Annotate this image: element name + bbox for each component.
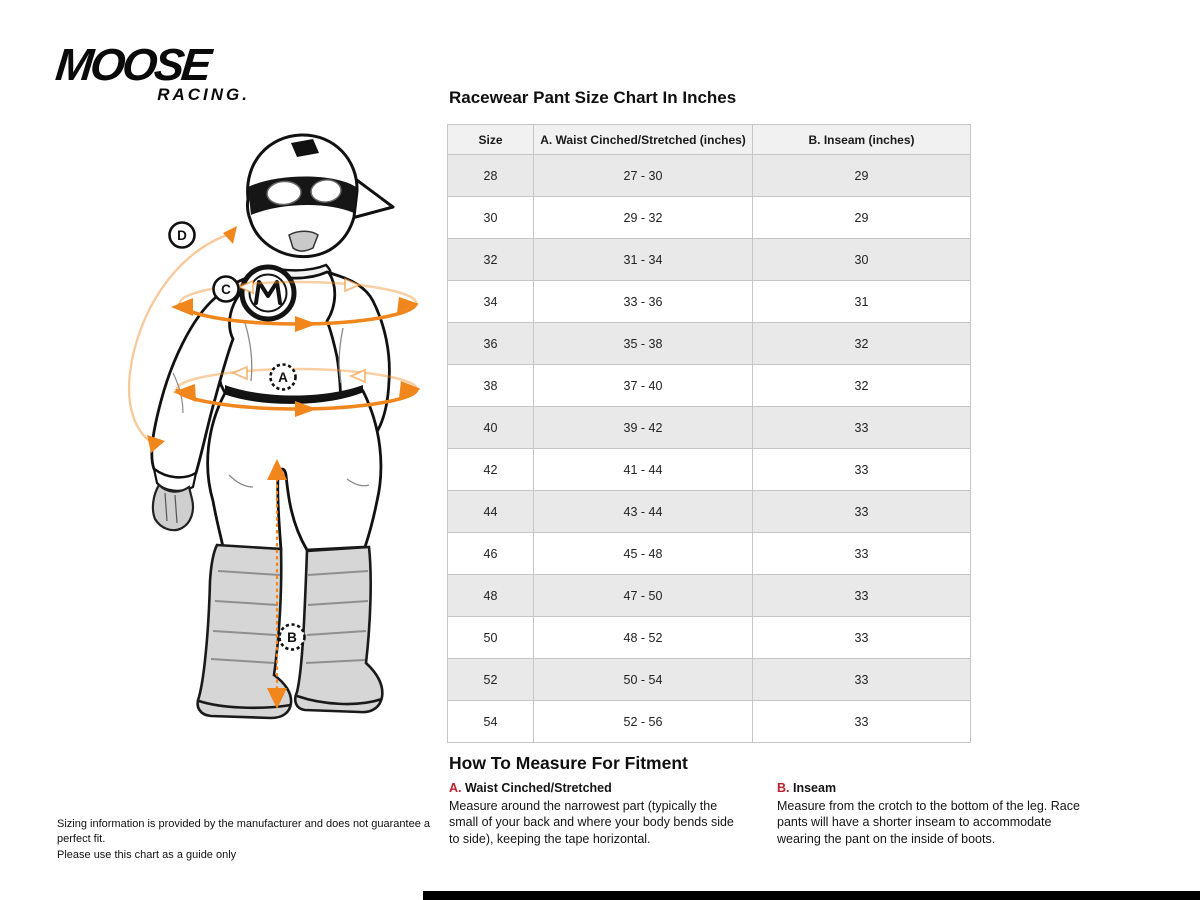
table-cell: 47 - 50: [534, 575, 753, 617]
rider-measurement-diagram: [55, 123, 420, 771]
table-cell: 31 - 34: [534, 239, 753, 281]
table-cell: 45 - 48: [534, 533, 753, 575]
measure-waist-label: [449, 780, 744, 797]
table-cell: 32: [448, 239, 534, 281]
table-row: [448, 533, 971, 575]
table-cell: 33: [753, 617, 971, 659]
table-cell: 48: [448, 575, 534, 617]
table-cell: 46: [448, 533, 534, 575]
table-cell: 48 - 52: [534, 617, 753, 659]
disclaimer-text: [57, 817, 447, 863]
svg-text:D: D: [177, 228, 187, 243]
table-row: [448, 323, 971, 365]
table-cell: 43 - 44: [534, 491, 753, 533]
table-cell: 27 - 30: [534, 155, 753, 197]
table-row: [448, 281, 971, 323]
header-row: [448, 125, 971, 155]
table-cell: 33: [753, 407, 971, 449]
table-cell: 33: [753, 491, 971, 533]
table-row: [448, 365, 971, 407]
table-row: [448, 575, 971, 617]
size-table: [447, 124, 971, 743]
table-cell: 50 - 54: [534, 659, 753, 701]
table-row: [448, 449, 971, 491]
table-cell: 39 - 42: [534, 407, 753, 449]
table-cell: 30: [753, 239, 971, 281]
table-cell: 29 - 32: [534, 197, 753, 239]
table-cell: 33: [753, 533, 971, 575]
col-inseam: B. Inseam (inches): [753, 125, 971, 155]
right-boot: [295, 547, 382, 712]
svg-text:C: C: [221, 282, 231, 297]
disclaimer-line-2: Please use this chart as a guide only: [57, 848, 237, 861]
table-cell: 33: [753, 659, 971, 701]
table-cell: 35 - 38: [534, 323, 753, 365]
sleeve-arrow-top-icon: [223, 226, 237, 244]
logo-subtext: RACING.: [157, 85, 250, 104]
svg-text:B: B: [287, 630, 297, 645]
table-cell: 31: [753, 281, 971, 323]
table-row: [448, 197, 971, 239]
table-cell: 41 - 44: [534, 449, 753, 491]
table-cell: 36: [448, 323, 534, 365]
measure-inseam-block: [777, 780, 1085, 847]
table-cell: 30: [448, 197, 534, 239]
disclaimer-line-1: Sizing information is provided by the manufacturer and does not guarantee a perfect fit.: [57, 818, 431, 846]
badge-c: [214, 277, 239, 302]
table-cell: 33 - 36: [534, 281, 753, 323]
table-cell: 33: [753, 449, 971, 491]
table-cell: 44: [448, 491, 534, 533]
table-cell: 52: [448, 659, 534, 701]
howto-title: How To Measure For Fitment: [449, 753, 688, 773]
table-cell: 32: [753, 323, 971, 365]
table-cell: 52 - 56: [534, 701, 753, 743]
size-table-header: [448, 125, 971, 155]
table-cell: 54: [448, 701, 534, 743]
table-cell: 42: [448, 449, 534, 491]
table-cell: 34: [448, 281, 534, 323]
col-waist: A. Waist Cinched/Stretched (inches): [534, 125, 753, 155]
badge-d: [170, 223, 195, 248]
bottom-bar: [423, 891, 1200, 900]
table-cell: 50: [448, 617, 534, 659]
measure-inseam-name: Inseam: [792, 781, 837, 795]
table-cell: 28: [448, 155, 534, 197]
table-cell: 32: [753, 365, 971, 407]
table-row: [448, 491, 971, 533]
size-table-body: [448, 155, 971, 743]
measure-inseam-label: [777, 780, 1085, 797]
table-row: [448, 155, 971, 197]
badge-a: [271, 365, 296, 390]
table-cell: 40: [448, 407, 534, 449]
measure-waist-name: Waist Cinched/Stretched: [464, 781, 612, 795]
measure-waist-block: [449, 780, 744, 847]
measure-inseam-text: Measure from the crotch to the bottom of the leg. Race pants will have a shorter inseam to accommodate wearing the pant on the inside of boots.: [777, 798, 1080, 846]
table-row: [448, 617, 971, 659]
badge-b: [280, 625, 305, 650]
pants: [208, 391, 381, 550]
table-cell: 38: [448, 365, 534, 407]
table-cell: 33: [753, 575, 971, 617]
logo-wordmark: MOOSE: [53, 39, 212, 90]
table-row: [448, 701, 971, 743]
helmet-chin-vent: [289, 231, 318, 251]
moose-racing-logo: [53, 39, 256, 105]
table-cell: 37 - 40: [534, 365, 753, 407]
table-cell: 29: [753, 197, 971, 239]
table-row: [448, 659, 971, 701]
table-cell: 29: [753, 155, 971, 197]
measure-waist-text: Measure around the narrowest part (typically the small of your back and where your body bends side to side), keeping the tape horizontal.: [449, 798, 734, 846]
col-size: Size: [448, 125, 534, 155]
left-glove: [153, 485, 193, 530]
svg-text:A: A: [278, 370, 288, 385]
measure-inseam-letter: B.: [777, 781, 790, 795]
table-row: [448, 239, 971, 281]
table-cell: 33: [753, 701, 971, 743]
size-chart-title: Racewear Pant Size Chart In Inches: [449, 88, 737, 107]
measure-waist-letter: A.: [449, 781, 462, 795]
table-row: [448, 407, 971, 449]
